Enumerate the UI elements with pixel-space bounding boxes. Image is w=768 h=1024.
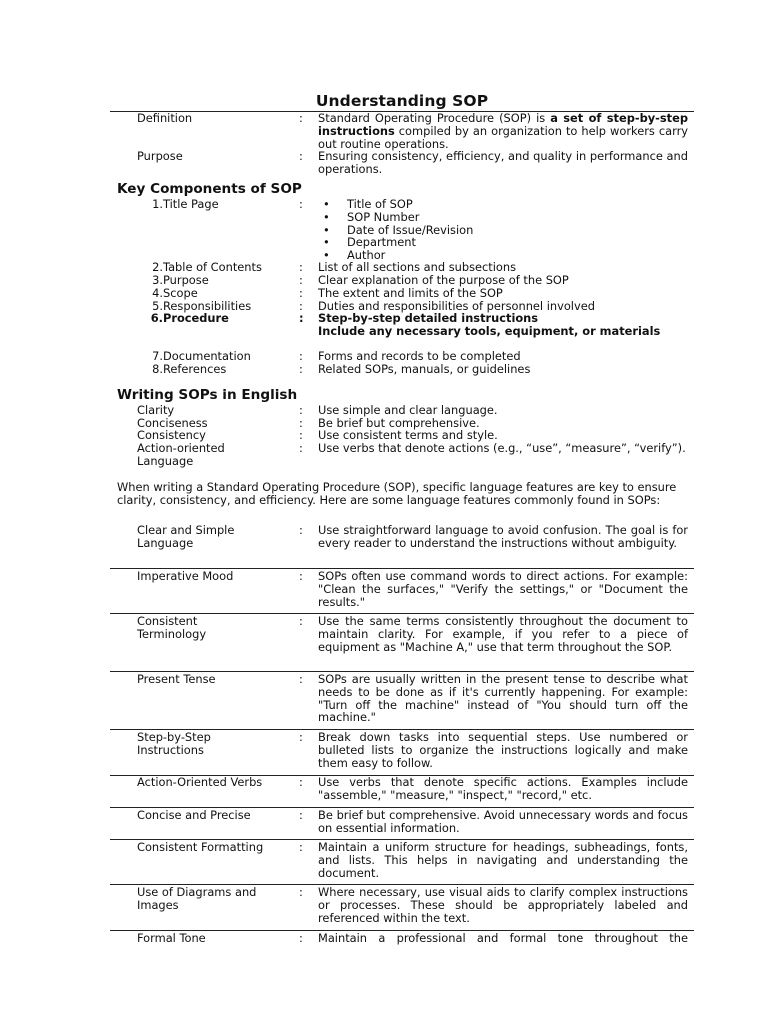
row-colon: :	[299, 775, 303, 789]
bullet-item: • Department	[318, 236, 688, 249]
row-value: Related SOPs, manuals, or guidelines	[318, 362, 531, 376]
row-label: Clarity	[137, 403, 175, 417]
feature-label: Consistent Terminology	[137, 614, 207, 641]
row-colon: :	[299, 931, 303, 945]
row-value: The extent and limits of the SOP	[318, 286, 503, 300]
component-label: Scope	[163, 286, 198, 300]
row-colon: :	[299, 362, 303, 376]
bullet-item: • Title of SOP	[318, 198, 688, 211]
row-colon: :	[299, 428, 303, 442]
row-value: Clear explanation of the purpose of the SOP	[318, 273, 569, 287]
row-value: Forms and records to be completed	[318, 349, 521, 363]
feature-value: Use verbs that denote specific actions. Examples include "assemble," "measure," "inspect," "record," etc.	[318, 775, 688, 802]
row-colon: :	[299, 149, 303, 163]
component-number	[137, 274, 297, 287]
feature-value: Be brief but comprehensive. Avoid unnecessary words and focus on essential information.	[318, 808, 688, 835]
feature-label: Imperative Mood	[137, 569, 234, 583]
intro-paragraph: When writing a Standard Operating Procedure (SOP), specific language features are key to ensure clarity, consistency, and efficiency. Here are some language features commonly found in SOPs:	[117, 480, 677, 507]
row-colon: :	[299, 197, 303, 211]
row-label: Definition	[137, 111, 193, 125]
component-label: Responsibilities	[163, 299, 252, 313]
item-number: 2.	[152, 260, 163, 274]
row-colon: :	[299, 260, 303, 274]
row-colon: :	[299, 286, 303, 300]
row-colon: :	[299, 299, 303, 313]
row-label: Consistency	[137, 428, 206, 442]
key-components-heading: Key Components of SOP	[117, 181, 302, 197]
row-colon: :	[299, 672, 303, 686]
component-label: Purpose	[163, 273, 209, 287]
component-label: Procedure	[163, 311, 229, 325]
feature-label: Concise and Precise	[137, 808, 251, 822]
item-number: 8.	[152, 362, 163, 376]
row-value: Ensuring consistency, efficiency, and quality in performance and operations.	[318, 149, 688, 176]
value-text: compiled by an organization to help workers carry out routine operations.	[318, 123, 688, 151]
item-number: 6.	[150, 311, 163, 325]
row-colon: :	[299, 808, 303, 822]
feature-label: Consistent Formatting	[137, 840, 264, 854]
row-colon: :	[299, 311, 304, 325]
row-colon: :	[299, 111, 303, 125]
feature-label: Use of Diagrams and Images	[137, 885, 257, 912]
procedure-line-2: Include any necessary tools, equipment, or materials	[318, 323, 661, 338]
row-value: Use consistent terms and style.	[318, 428, 498, 442]
row-value	[318, 112, 688, 150]
component-label: References	[163, 362, 227, 376]
feature-label: Clear and Simple Language	[137, 523, 235, 550]
row-colon: :	[299, 441, 303, 455]
feature-value: Maintain a uniform structure for headings, subheadings, fonts, and lists. This helps in navigating and understanding the document.	[318, 840, 688, 880]
component-label: Documentation	[163, 349, 251, 363]
feature-value: Use straightforward language to avoid confusion. The goal is for every reader to understand the instructions without ambiguity.	[318, 523, 688, 550]
feature-label: Action-Oriented Verbs	[137, 775, 263, 789]
item-number: 3.	[152, 273, 163, 287]
row-value: List of all sections and subsections	[318, 260, 517, 274]
row-colon: :	[299, 416, 303, 430]
value-text: Standard Operating Procedure (SOP) is	[318, 111, 551, 125]
item-number: 1.	[152, 197, 163, 211]
bullet-item: • Date of Issue/Revision	[318, 224, 688, 237]
row-value: Use simple and clear language.	[318, 403, 498, 417]
procedure-line-1: Step-by-step detailed instructions	[318, 311, 539, 325]
item-number: 5.	[152, 299, 163, 313]
feature-value: SOPs are usually written in the present tense to describe what needs to be done as if it's currently happening. For example: "Turn off the machine" instead of "You should turn off the machine."	[318, 672, 688, 725]
component-label: Table of Contents	[163, 260, 262, 274]
value-emphasis: a set of step-by-step instructions	[318, 111, 689, 138]
feature-value: Where necessary, use visual aids to clarify complex instructions or processes. These should be appropriately labeled and referenced within the text.	[318, 885, 688, 925]
row-value: Be brief but comprehensive.	[318, 416, 480, 430]
feature-value: SOPs often use command words to direct actions. For example: "Clean the surfaces," "Verify the settings," or "Document the results."	[318, 569, 688, 609]
row-label: Conciseness	[137, 416, 208, 430]
item-number: 7.	[152, 349, 163, 363]
feature-label: Present Tense	[137, 672, 216, 686]
bullet-item: • Author	[318, 249, 688, 262]
row-label: Purpose	[137, 149, 183, 163]
feature-label: Formal Tone	[137, 931, 206, 945]
row-value: Duties and responsibilities of personnel involved	[318, 299, 595, 313]
feature-value: Break down tasks into sequential steps. Use numbered or bulleted lists to organize the instructions logically and make them easy to follow.	[318, 730, 688, 770]
feature-label: Step-by-Step Instructions	[137, 730, 211, 757]
row-value	[318, 312, 688, 338]
component-label: Title Page	[163, 197, 219, 211]
page-title: Understanding SOP	[315, 92, 489, 110]
row-colon: :	[299, 403, 303, 417]
feature-value: Maintain a professional and formal tone throughout the	[318, 931, 688, 945]
row-label: Action-oriented Language	[137, 441, 225, 468]
bullet-item: • SOP Number	[318, 211, 688, 224]
row-colon: :	[299, 273, 303, 287]
component-number	[137, 287, 297, 300]
feature-value: Use the same terms consistently throughout the document to maintain clarity. For example, if you refer to a piece of equipment as "Machine A," use that term throughout the SOP.	[318, 614, 688, 654]
row-colon: :	[299, 885, 303, 899]
row-colon: :	[299, 730, 303, 744]
row-colon: :	[299, 523, 303, 537]
item-number: 4.	[152, 286, 163, 300]
row-colon: :	[299, 614, 303, 628]
row-colon: :	[299, 569, 303, 583]
row-colon: :	[299, 349, 303, 363]
title-page-bullets	[318, 198, 688, 262]
row-value: Use verbs that denote actions (e.g., “use”, “measure”, “verify”).	[318, 441, 686, 455]
writing-sops-heading: Writing SOPs in English	[117, 387, 298, 403]
row-colon: :	[299, 840, 303, 854]
